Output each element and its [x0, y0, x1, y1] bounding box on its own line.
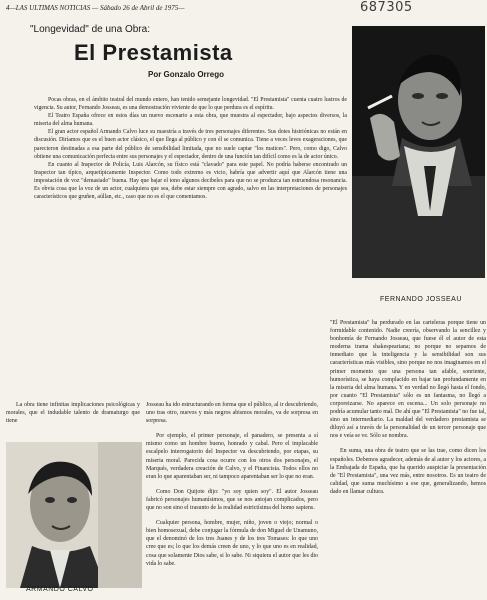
- column-paragraph: "El Prestamista" ha perdurado en las carteleras porque tiene un formidable contenido. Nadie creería, observando la sencillez y bonhomía de Fernando Josseau, que fuese él el autor de esta moderna trama shakespeariana; no porque no sepamos de inmediato que la inteligencia y la sensibilidad son sus características más visibles, sino porque no nos imaginamos en el primer momento que una persona tan afable, sonriente, humorística, se haya complacido en bajar tan profundamente en la miseria del alma humana. Y en verdad no llegó hasta el fondo, por cuanto "El Prestamista" sólo es un fantasma, no llegó a corporeizarse. No aparece en escena... Un solo personaje no podría acumular tanto mal. De ahí que "El Prestamista" no fue tal, sino un intermediario. La maldad del verdadero prestamista se diluyó así a través de la personalidad de un tercer personaje que nos e veía se ve. Sólo se nombra.: [330, 320, 486, 440]
- article-column-left: [6, 401, 140, 441]
- article-kicker: "Longevidad" de una Obra:: [30, 24, 150, 35]
- portrait-calvo-image: [6, 442, 142, 588]
- column-paragraph: Por ejemplo, el primer personaje, el panadero, se presenta a sí mismo como un hombre bueno, honrado y cabal. Pero el implacable escalpelo interrogatorio del Inspector va descubriendo, por etapas, su miseria moral. Parecida cosa ocurre con los otros dos personajes, el Marqués, verdadera creación de Calvo, y el Financista. Todos ellos no eran lo que aparentaban ser, ni tampoco aparentaban ser lo que no eran.: [146, 433, 318, 480]
- photo-caption-calvo: ARMANDO CALVO: [26, 586, 94, 593]
- portrait-josseau-image: [352, 26, 485, 278]
- article-column-right: [330, 319, 486, 600]
- column-paragraph: En suma, una obra de teatro que se las trae, como dicen los españoles. Debemos agradecer, además de al autor y los actores, a la Embajada de España, que ha querido auspiciar la presentación de "El Prestamista", una vez más, entre nosotros. Es un teatro de calidad, que suma muchísimo a ese que, generalizando, hemos dado en llamar cultura.: [330, 448, 486, 495]
- column-paragraph: Josseau ha ido estructurando en forma que el público, al ir descubriendo, uno tras otro, nuevos y más negros abismos morales, va de sorpresa en sorpresa.: [146, 402, 318, 425]
- article-intro: [34, 96, 347, 394]
- column-paragraph: Cualquier persona, hombre, mujer, niño, joven o viejo; normal o bien homosexual, debe conjugar la fórmula de don Miguel de Unamuno, que el denominó de los tres Juanes y de los tres Tomases: lo que uno cree que es; lo que los demás creen de uno, y lo que uno es en realidad, cosa que solamente Dios sabe, si lo sabe. Ni siquiera el autor que les dio vida lo sabe.: [146, 520, 318, 567]
- portrait-photo-calvo: [6, 442, 142, 588]
- column-paragraph: La obra tiene infinitas implicaciones psicológicas y morales, que el indudable talento de dramaturgo que tiene: [6, 402, 140, 425]
- photo-caption-josseau: FERNANDO JOSSEAU: [380, 296, 462, 303]
- intro-paragraph: El Teatro España ofrece en estos días un nuevo escenario a esta obra, que muestra al espectador, bajo aspectos diversos, la miseria del alma humana.: [34, 113, 347, 128]
- intro-paragraph: En cuanto al Inspector de Policía, Luis Alarcón, su físico está "clavado" para este papel. No podría haberse encontrado un Inspector tan típico, arquetípicamente Inspector. Como todo extremo es vicio, habría que advertir aquí que Alarcón tiene una impostación de voz "demasiado" buena. Hay que bajar el tono algunos decibeles para que no se produzca tan estruendosa resonancia. Es obvia cosa que la voz de un actor, cualquiera que sea, debe estar siempre con agrado, salvo en las interpretaciones de personajes característicos que gruñen, aúllan, etc., caso que no es el que comentamos.: [34, 161, 347, 201]
- intro-paragraph: El gran actor español Armando Calvo luce su maestría a través de tres personajes diferentes. Sus dotes histriónicas no están en discusión. Diríamos que es el buen actor clásico, el que llega al público y con él se comunica. Tiene a veces leves exageraciones, que parecieron destinadas a esa parte del público de sensibilidad limitada, que no suele captar "los matices". Pero, como digo, Calvo obtiene una comunicación perfecta entre sus personajes y el espectador, dentro de una función tan difícil como es la de actor único.: [34, 129, 347, 160]
- handwritten-archive-number: 687305: [360, 0, 413, 15]
- article-column-middle: [146, 401, 318, 600]
- portrait-photo-josseau: [352, 26, 485, 278]
- article-byline: Por Gonzalo Orrego: [148, 70, 225, 79]
- intro-paragraph: Pocas obras, en el ámbito teatral del mundo entero, han tenido semejante longevidad. "El Prestamista" cuenta cuatro lustros de vigencia. Su autor, Fernando Josseau, es una demostración viviente de que lo que perdura es el espíritu.: [34, 97, 347, 112]
- article-title: El Prestamista: [74, 40, 233, 65]
- column-paragraph: Como Don Quijote dijo: "yo soy quien soy". El autor Josseau fabricó personajes humanísimos, que se nos antojan complicados, pero que no son sino el trasunto de la realidad estrictísima del homo sapiens.: [146, 488, 318, 512]
- masthead: 4—LAS ULTIMAS NOTICIAS — Sábado 26 de Abril de 1975—: [6, 4, 185, 12]
